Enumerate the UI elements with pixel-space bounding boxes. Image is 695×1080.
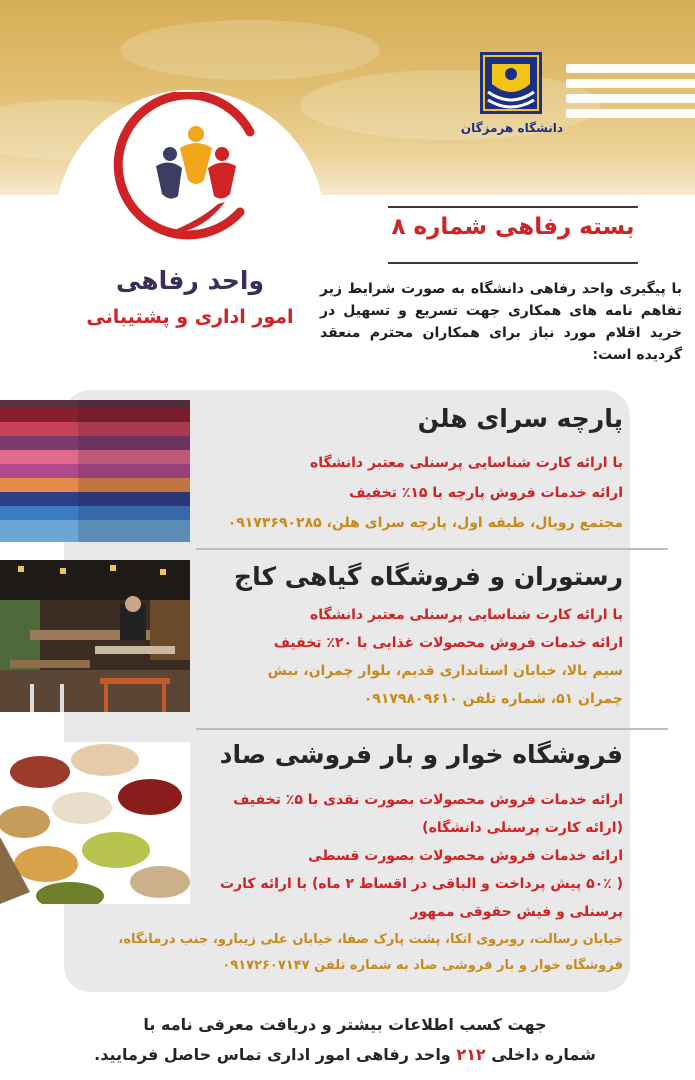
university-logo-icon (478, 50, 544, 116)
grains-photo (0, 742, 190, 904)
store-line: (ارائه کارت پرسنلی دانشگاه) (422, 820, 623, 836)
store-line: با ارائه کارت شناسایی پرسنلی معتبر دانشگاه (309, 455, 623, 471)
store-line: ( ۵۰٪ پیش پرداخت و الباقی در اقساط ۲ ماه) با ارائه کارت (219, 876, 623, 892)
welfare-hands-icon (100, 92, 280, 242)
footer-line-2-start: شماره داخلی (491, 1045, 596, 1064)
store-line: ارائه خدمات فروش پارچه با ۱۵٪ تخفیف (349, 485, 623, 501)
store-line: ارائه خدمات فروش محصولات بصورت قسطی (308, 848, 623, 864)
footer-contact (80, 1010, 610, 1070)
unit-title: واحد رفاهی (115, 266, 265, 295)
store-line: ارائه خدمات فروش محصولات بصورت نقدی با ۵٪ تخفیف (233, 792, 623, 808)
footer-line-1: جهت کسب اطلاعات بیشتر و دریافت معرفی نامه با (143, 1015, 547, 1034)
restaurant-photo (0, 560, 190, 712)
store-line: پرسنلی و فیش حقوقی ممهور (410, 904, 623, 920)
footer-extension-number: ۲۱۲ (456, 1045, 486, 1064)
header-stripes (566, 64, 695, 134)
university-name: دانشگاه هرمزگان (460, 121, 564, 135)
footer-line-2 (80, 1040, 610, 1070)
store-line: سیم بالا، خیابان استانداری قدیم، بلوار چمران، نبش (267, 663, 623, 679)
unit-subtitle: امور اداری و پشتیبانی (86, 306, 294, 328)
store-line: ارائه خدمات فروش محصولات غذایی با ۲۰٪ تخفیف (273, 635, 623, 651)
section-divider (196, 728, 668, 730)
store-title-helen: پارچه سرای هلن (417, 404, 623, 433)
store-title-sad: فروشگاه خوار و بار فروشی صاد (219, 740, 623, 769)
store-line: خیابان رسالت، روبروی اتکا، پشت پارک صفا، خیابان علی زیبارو، جنب درمانگاه، (118, 932, 623, 947)
section-divider (196, 548, 668, 550)
intro-text: با پیگیری واحد رفاهی دانشگاه به صورت شرایط زیر تفاهم نامه های همکاری جهت تسریع و تسهیل در خرید اقلام مورد نیاز برای همکاران محترم منعقد گردیده است: (320, 281, 682, 363)
package-title: بسته رفاهی شماره ۸ (391, 214, 635, 240)
store-line: با ارائه کارت شناسایی پرسنلی معتبر دانشگاه (309, 607, 623, 623)
store-line: فروشگاه خوار و بار فروشی صاد به شماره تلفن ۰۹۱۷۲۶۰۷۱۴۷ (222, 958, 623, 973)
package-title-rule-top (388, 206, 638, 208)
store-title-kaj: رستوران و فروشگاه گیاهی کاج (234, 562, 623, 591)
fabric-photo (0, 400, 190, 542)
package-title-rule-bottom (388, 262, 638, 264)
footer-line-2-end: واحد رفاهی امور اداری تماس حاصل فرمایید. (94, 1045, 451, 1064)
store-line: چمران ۵۱، شماره تلفن ۰۹۱۷۹۸۰۹۶۱۰ (363, 691, 623, 707)
store-line: مجتمع رویال، طبقه اول، پارچه سرای هلن، ۰۹۱۷۳۶۹۰۲۸۵ (227, 515, 623, 531)
